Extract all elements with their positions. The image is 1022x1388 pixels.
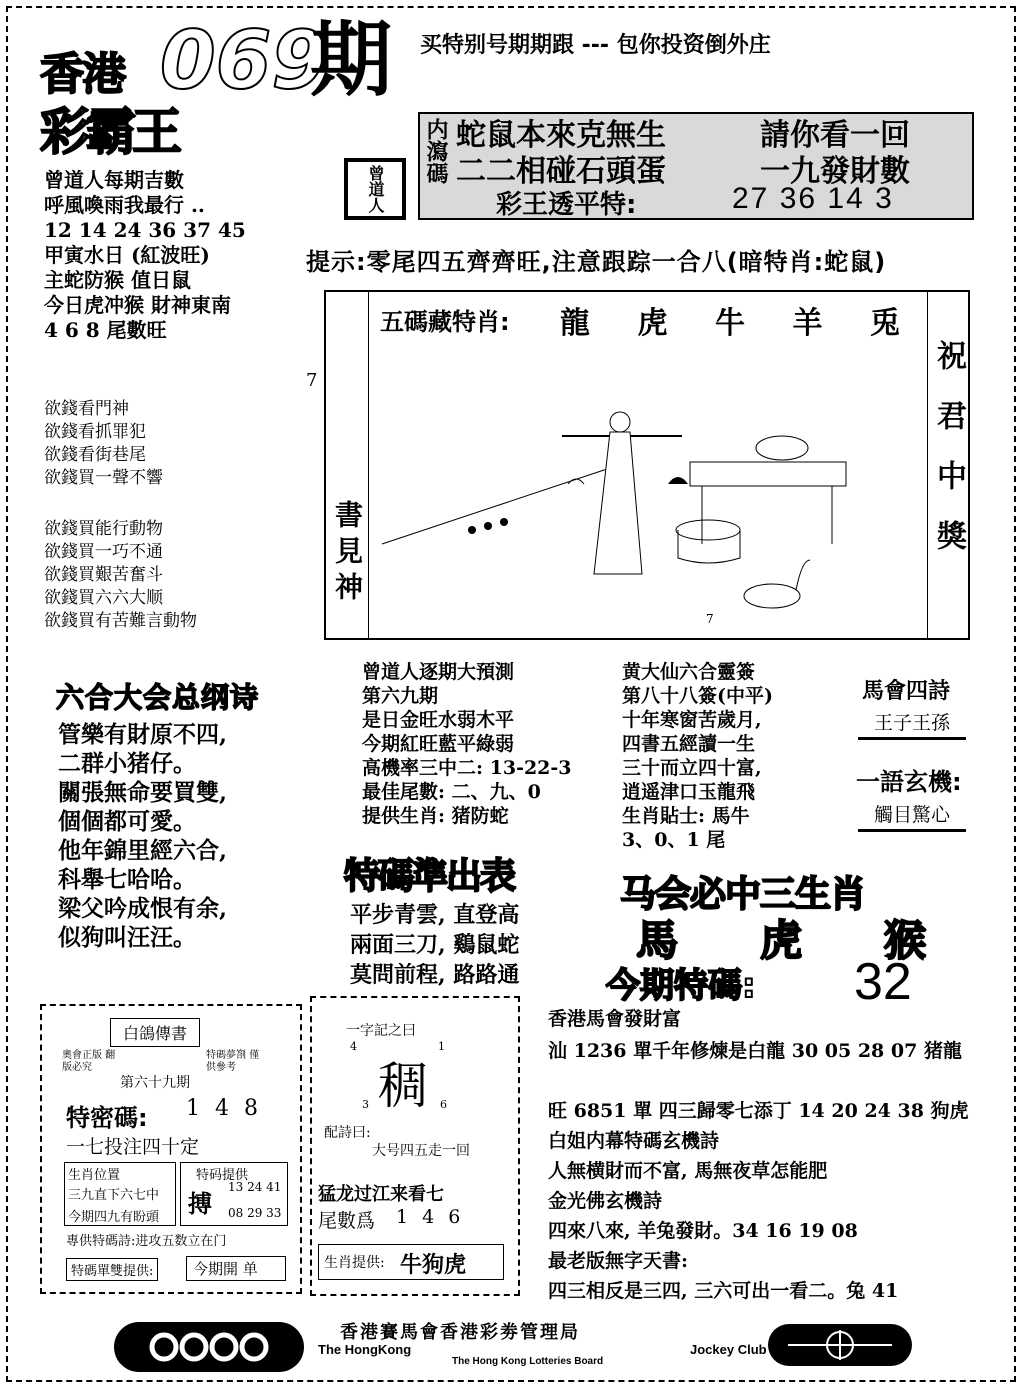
poem-line: 個個都可愛。 (58, 808, 196, 835)
general-poem (58, 720, 227, 952)
prediction-line: 提供生肖: 猪防蛇 (362, 805, 509, 827)
side-right-label: 祝君中獎 (931, 340, 966, 580)
knot-icon (114, 1322, 304, 1372)
three-animals-title: 马会必中三生肖 (620, 874, 866, 915)
woman-illustration (372, 344, 924, 636)
footer-en-sub: The Hong Kong Lotteries Board (452, 1356, 604, 1367)
prediction-line: 曾道人逐期大預測 (362, 661, 515, 683)
hint-line: 提示:零尾四五齊齊旺,注意跟踪一合八(暗特肖:蛇鼠) (306, 248, 887, 276)
horse-poem-title: 馬會四詩 (862, 679, 951, 704)
five-code-animals (560, 298, 900, 342)
wish-line: 欲錢買艱苦奮斗 (44, 565, 163, 585)
goose-ground (744, 584, 800, 608)
secret-code-value: 1 4 8 (186, 1096, 262, 1121)
single-double-value: 今期開 单 (186, 1256, 286, 1281)
wish-line: 欲錢買一巧不通 (44, 542, 163, 562)
dragon-line: 猛龙过江来看七 (318, 1184, 444, 1205)
right-line-5: 人無横財而不富, 馬無夜草怎能肥 (548, 1160, 828, 1182)
animal-ox: 牛 (715, 306, 745, 341)
wish-line: 欲錢買一聲不響 (44, 468, 163, 488)
wooden-tub-body (678, 530, 740, 563)
white-crane-period: 第六十九期 (120, 1075, 190, 1091)
wooden-tub (676, 520, 740, 540)
table-top (690, 462, 846, 486)
daily-line: 4 6 8 尾數旺 (44, 318, 167, 342)
wish-line: 欲錢買能行動物 (44, 519, 163, 539)
coin-icon (500, 518, 508, 526)
wishes-block-b (44, 518, 197, 633)
right-line-7: 四來八來, 羊兔發財。34 16 19 08 (548, 1220, 858, 1242)
prediction-line: 最佳尾數: 二、九、0 (362, 781, 541, 803)
special-offer-label: 特码提供 (196, 1168, 249, 1183)
corner-tr: 1 (438, 1040, 445, 1053)
corner-bl: 3 (362, 1098, 369, 1111)
wish-line: 欲錢買六六大顺 (44, 588, 163, 608)
daily-line: 呼風喚雨我最行 .. (44, 193, 205, 217)
daily-line: 12 14 24 36 37 45 (44, 218, 246, 242)
special-table-lines (350, 900, 519, 990)
poem-text: 大号四五走一回 (372, 1143, 470, 1159)
special-poem-line: 專供特碼詩:进攻五数立在门 (66, 1234, 227, 1249)
tail-value: 1 4 6 (396, 1206, 465, 1228)
poem-line: 科舉七哈哈。 (58, 866, 196, 893)
mystery-title: 一語玄機: (856, 768, 962, 796)
special-line: 兩面三刀, 鷄鼠蛇 (350, 932, 520, 958)
offer-numbers-b: 08 29 33 (228, 1206, 282, 1220)
right-line-9: 四三相反是三四, 三六可出一看二。兔 41 (548, 1280, 899, 1302)
right-line-8: 最老版無字天書: (548, 1250, 689, 1272)
prediction-line: 第六九期 (362, 685, 439, 707)
poem-line: 管樂有財原不四, (58, 721, 228, 748)
special-line: 平步青雲, 直登高 (350, 902, 520, 928)
zodiac-position-label: 生肖位置 (68, 1168, 121, 1183)
daily-numbers-block (44, 168, 246, 343)
poem-line: 二群小猪仔。 (58, 750, 196, 777)
hanging-basket (668, 477, 688, 484)
animal-dragon: 龍 (560, 306, 590, 341)
white-crane-small-right: 特碼夢劄 僅供參考 (206, 1050, 260, 1073)
stamp-text: 曾道人 (366, 165, 385, 213)
horse-poem-value: 王子王孫 (858, 708, 966, 740)
slogan: 买特别号期期跟 --- 包你投资倒外庄 (420, 33, 771, 58)
animal-tiger: 虎 (637, 306, 668, 341)
animal-goat: 羊 (792, 306, 823, 341)
poem-line: 梁父吟成恨有余, (58, 895, 228, 922)
one-char-title: 一字記之曰 (346, 1023, 416, 1039)
white-crane-small-left: 奧會正版 翻版必究 (62, 1050, 116, 1073)
huang-line: 生肖貼士: 馬牛 (622, 805, 750, 827)
corner-br: 6 (440, 1098, 447, 1111)
corner-tl: 4 (350, 1040, 357, 1053)
animal-horse: 馬 (636, 916, 679, 965)
prediction-block (362, 660, 572, 828)
footer-org-cn: 香港賽馬會香港彩劵管理局 (340, 1322, 580, 1343)
daily-line: 主蛇防猴 值日鼠 (44, 268, 191, 292)
secret-code-label: 特密碼: (66, 1104, 148, 1132)
right-line-2: 汕 1236 單千年修煉是白龍 30 05 28 07 猪龍 (548, 1040, 962, 1062)
brand-title: 彩霸王 (40, 103, 178, 161)
poem-line: 他年錦里經六合, (58, 837, 228, 864)
animal-monkey: 猴 (883, 916, 926, 965)
right-line-6: 金光佛玄機詩 (548, 1190, 663, 1212)
single-double-label: 特碼單雙提供: (66, 1258, 158, 1281)
region-title: 香港 (40, 49, 124, 100)
goose-neck (796, 560, 810, 590)
one-char-value: 稠 (378, 1057, 428, 1115)
daily-line: 甲寅水日 (紅波旺) (44, 243, 210, 267)
figure-body (594, 432, 642, 574)
footer-en-left: The HongKong (318, 1342, 412, 1357)
mystery-value: 觸目驚心 (858, 800, 966, 832)
side-left-label: 書見神 (331, 500, 364, 608)
wish-line: 欲錢看抓罪犯 (44, 422, 146, 442)
poem-line: 關張無命要買雙, (58, 779, 228, 806)
zodiac-offer-label: 生肖提供: (324, 1255, 385, 1271)
animal-tiger: 虎 (759, 916, 802, 965)
emblem-icon (768, 1324, 912, 1366)
five-code-label: 五碼藏特肖: (380, 308, 510, 336)
picture-mark: 7 (706, 612, 714, 626)
period-number: 069 (160, 14, 327, 107)
hkjc-logo-right (768, 1324, 912, 1366)
inner-code-line2-right: 一九發財數 (760, 154, 910, 189)
goose-on-table (756, 436, 808, 460)
inner-code-line2-left: 二二相碰石頭蛋 (456, 154, 666, 189)
daily-line: 今日虎冲猴 財神東南 (44, 293, 231, 317)
white-crane-title: 白鴿傳書 (110, 1018, 200, 1047)
inner-code-line3-label: 彩王透平特: (496, 190, 637, 220)
wishes-block-a (44, 398, 163, 490)
prediction-line: 今期紅旺藍平綠弱 (362, 733, 515, 755)
special-number: 32 (854, 953, 912, 1011)
prediction-line: 高機率三中二: 13-22-3 (362, 757, 572, 779)
huang-line: 第八十八簽(中平) (622, 685, 773, 707)
inner-code-label: 内瀉碼 (423, 118, 448, 184)
huang-line: 黄大仙六合靈簽 (622, 661, 756, 683)
inner-code-line1-left: 蛇鼠本來克無生 (456, 118, 666, 153)
poem-line: 似狗叫汪汪。 (58, 924, 196, 951)
footer-en-right: Jockey Club (690, 1342, 767, 1357)
ground-line (382, 464, 622, 544)
bet-line: 一七投注四十定 (66, 1136, 200, 1158)
special-offer-char: 搏 (188, 1190, 212, 1218)
margin-mark: 7 (306, 370, 318, 391)
daoren-stamp (344, 158, 406, 220)
inner-code-line1-right: 請你看一回 (760, 118, 910, 153)
zodiac-offer-value: 牛狗虎 (400, 1253, 467, 1278)
hkjc-logo-left (114, 1322, 304, 1372)
wish-line: 欲錢看街巷尾 (44, 445, 146, 465)
wish-line: 欲錢看門神 (44, 399, 129, 419)
coin-icon (468, 526, 476, 534)
huang-line: 逍遥津口玉龍飛 (622, 781, 756, 803)
daily-line: 曾道人每期吉數 (44, 168, 184, 192)
zodiac-position-b: 今期四九有盼頭 (68, 1210, 160, 1225)
special-number-label: 今期特碼: (606, 966, 756, 1006)
tail-label: 尾數爲 (318, 1210, 376, 1232)
prediction-line: 是日金旺水弱木平 (362, 709, 515, 731)
special-table-title: 特碼準出表 (344, 856, 515, 897)
huang-line: 3、0、1 尾 (622, 829, 726, 851)
inner-code-numbers: 27 36 14 3 (732, 182, 894, 215)
huang-line: 四書五經讀一生 (622, 733, 756, 755)
right-line-3: 旺 6851 單 四三歸零七添丁 14 20 24 38 狗虎 (548, 1100, 969, 1122)
poem-label: 配詩曰: (324, 1125, 371, 1141)
period-char: 期 (310, 13, 393, 108)
offer-numbers-a: 13 24 41 (228, 1180, 282, 1194)
right-line-4: 白姐内幕特碼玄機詩 (548, 1130, 720, 1152)
general-poem-title: 六合大会总纲诗 (56, 681, 260, 714)
huang-block (622, 660, 773, 852)
huang-line: 十年寒窗苦歲月, (622, 709, 762, 731)
animal-rabbit: 兎 (870, 306, 900, 341)
wish-line: 欲錢買有苦難言動物 (44, 611, 197, 631)
right-line-1: 香港馬會發財富 (548, 1008, 682, 1030)
huang-line: 三十而立四十富, (622, 757, 762, 779)
coin-icon (484, 522, 492, 530)
zodiac-position-a: 三九直下六七中 (68, 1188, 160, 1203)
special-line: 莫問前程, 路路通 (350, 962, 520, 988)
figure-head (610, 412, 630, 432)
